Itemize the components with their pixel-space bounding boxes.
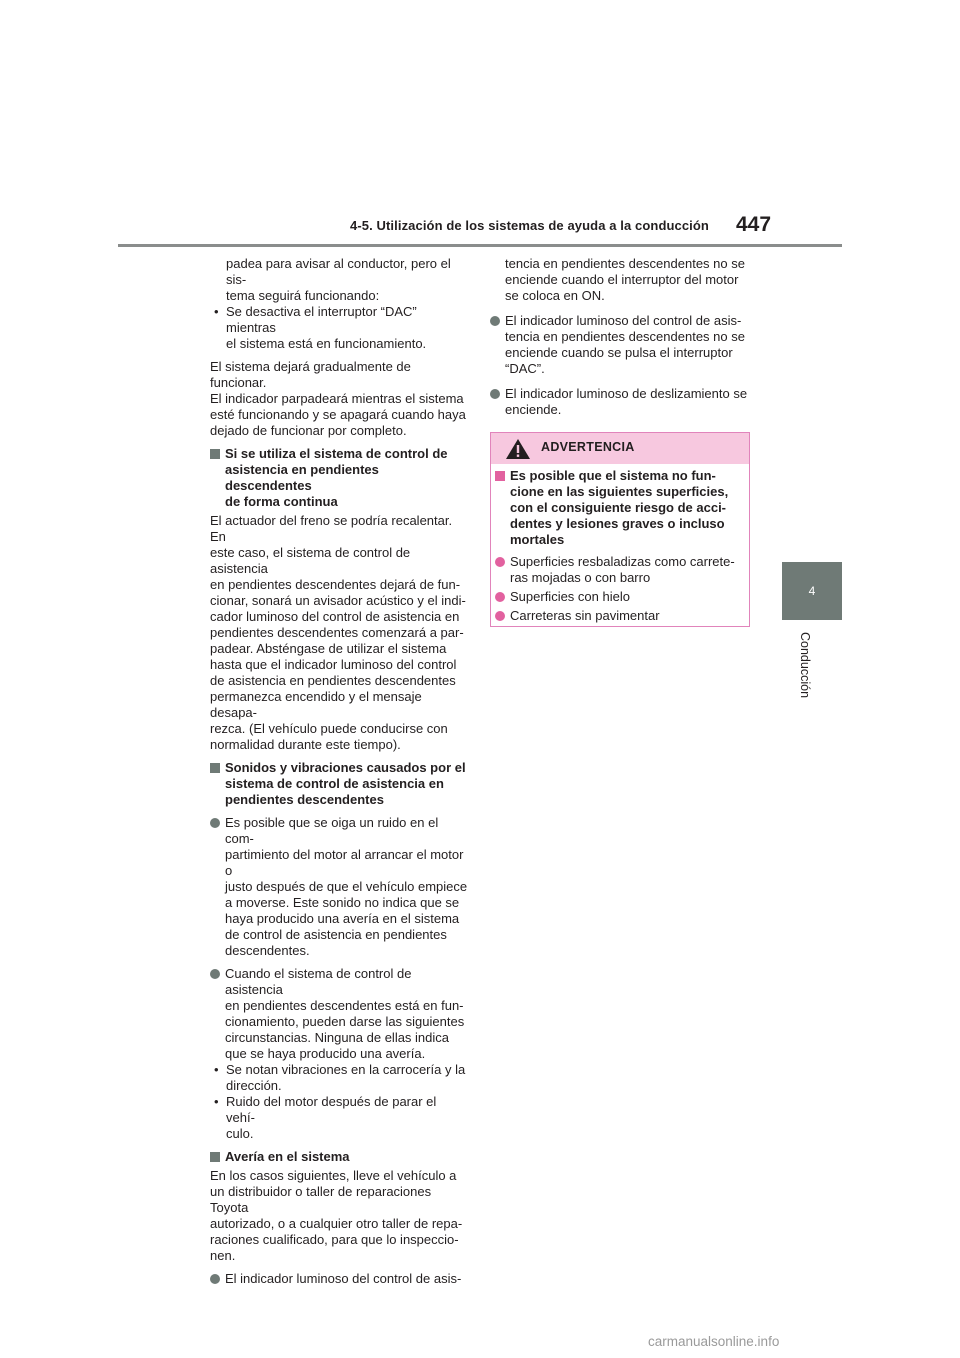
bullet-engine-noise: Es posible que se oiga un ruido en el com- partimiento del motor al arrancar el motor o justo después de que el vehículo empiece a moverse. Este sonido no indica que se haya producido una avería en el sistema de control de asistencia en pendientes descendentes. [210,815,468,959]
right-column [490,256,752,425]
bullet-indicator-off-on: El indicador luminoso del control de asis- [210,1271,468,1287]
page-number: 447 [736,213,772,236]
chapter-tab[interactable] [782,562,842,620]
round-bullet-icon [490,389,500,399]
warning-body [491,464,749,624]
intro-dash-item: • Se desactiva el interruptor “DAC” mientras el sistema está en funcionamiento. [210,304,468,352]
heading-system-fault: Avería en el sistema [210,1149,468,1165]
round-bullet-icon [495,611,505,621]
left-column [210,256,468,1294]
warning-item: Carreteras sin pavimentar [495,608,741,624]
heading-sounds-vibrations: Sonidos y vibraciones causados por el sistema de control de asistencia en pendientes descendentes [210,760,468,808]
warning-title: ADVERTENCIA [541,440,635,454]
watermark[interactable]: carmanualsonline.info [648,1334,780,1349]
round-bullet-icon [210,818,220,828]
heading-continuous-use: Si se utiliza el sistema de control de asistencia en pendientes descendentes de forma continua [210,446,468,510]
round-bullet-icon [210,1274,220,1284]
dash-item-vibrations: • Se notan vibraciones en la carrocería y la dirección. [210,1062,468,1094]
chapter-number: 4 [808,584,816,598]
paragraph-gradual-stop: El sistema dejará gradualmente de funcionar. El indicador parpadeará mientras el sistema esté funcionando y se apagará cuando haya dejado de funcionar por completo. [210,359,466,438]
square-bullet-icon [210,763,220,773]
warning-triangle-icon [505,438,531,460]
chapter-label: Conducción [798,632,812,699]
round-bullet-icon [210,969,220,979]
bullet-circumstances: Cuando el sistema de control de asistencia en pendientes descendentes está en fun- cionamiento, pueden darse las siguientes circunstancias. Ninguna de ellas indica que se haya producido una avería. [210,966,468,1062]
square-bullet-icon [210,1152,220,1162]
dash-item-engine-noise: • Ruido del motor después de parar el vehí- culo. [210,1094,468,1142]
round-bullet-icon [495,592,505,602]
bullet-slip-indicator: El indicador luminoso de deslizamiento se enciende. [490,386,752,418]
round-bullet-icon [495,557,505,567]
intro-continued: padea para avisar al conductor, pero el sis- tema seguirá funcionando: [226,256,451,303]
paragraph-take-to-dealer: En los casos siguientes, lleve el vehículo a un distribuidor o taller de reparaciones Toyota autorizado, o a cualquier otro taller de repa- raciones cualificado, para que lo inspeccio- nen. [210,1168,463,1263]
warning-item: Superficies resbaladizas como carrete- ras mojadas o con barro [495,554,741,586]
warning-heading: Es posible que el sistema no fun- cione en las siguientes superficies, con el consiguiente riesgo de acci- dentes y lesiones graves o incluso mortales [495,468,741,548]
square-bullet-icon [495,471,505,481]
bullet-continued: tencia en pendientes descendentes no se enciende cuando el interruptor del motor se coloca en ON. [505,256,745,303]
warning-item: Superficies con hielo [495,589,741,605]
square-bullet-icon [210,449,220,459]
round-bullet-icon [490,316,500,326]
warning-header [491,433,749,464]
header-title: 4-5. Utilización de los sistemas de ayuda a la conducción [350,218,709,233]
paragraph-brake-overheat: El actuador del freno se podría recalentar. En este caso, el sistema de control de asistencia en pendientes descendentes dejará de fun- cionar, sonará un avisador acústico y el indi- cador luminoso del control de asistencia en pendientes descendentes comenzará a par- padear. Absténgase de utilizar el sistema hasta que el indicador luminoso del control de asistencia en pendientes descendentes permanezca encendido y el mensaje desapa- rezca. (El vehículo puede conducirse con normalidad durante este tiempo). [210,513,466,752]
warning-box [490,432,750,627]
bullet-indicator-dac-switch: El indicador luminoso del control de asis- tencia en pendientes descendentes no se enciende cuando se pulsa el interruptor “DAC”. [490,313,752,377]
header-rule [118,244,842,247]
